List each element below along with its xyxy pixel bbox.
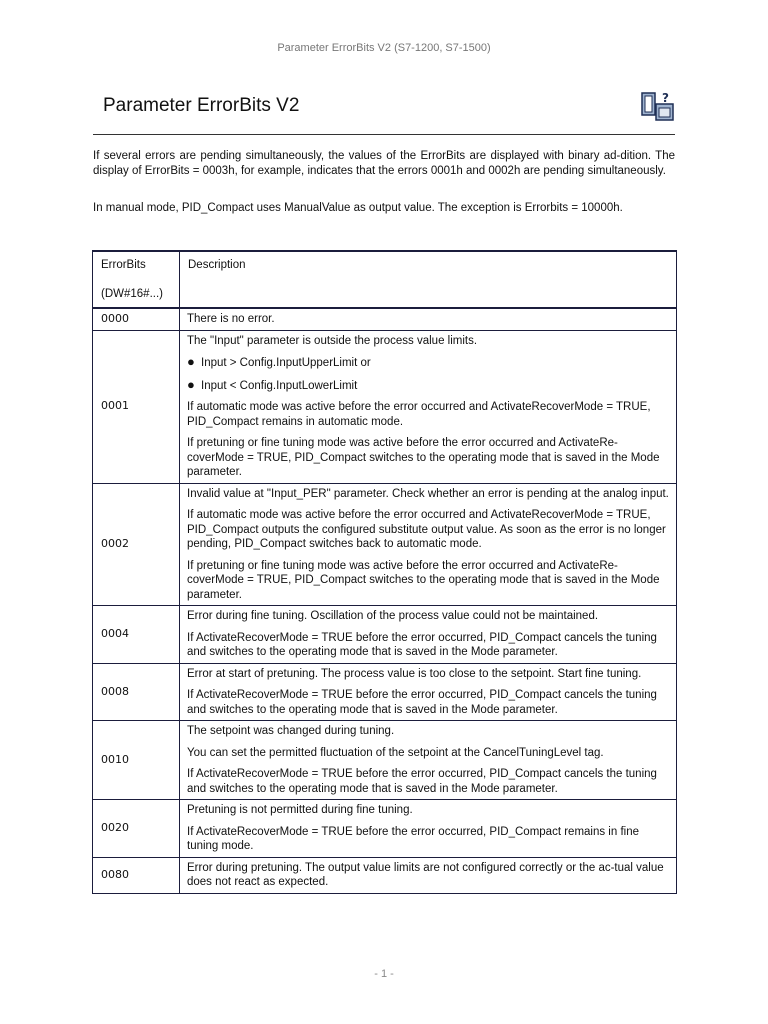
bullet-icon: ●	[187, 354, 195, 369]
running-header: Parameter ErrorBits V2 (S7-1200, S7-1500)	[277, 42, 491, 54]
description-text: If automatic mode was active before the error occurred and ActivateRecoverMode = TRUE, PID_Compact remains in automatic mode.	[187, 401, 651, 428]
title-divider	[93, 134, 675, 135]
svg-text:?: ?	[662, 91, 669, 105]
page-number: - 1 -	[374, 968, 394, 980]
description-text: The setpoint was changed during tuning.	[187, 725, 395, 737]
error-description	[180, 483, 677, 606]
error-description	[180, 606, 677, 664]
table-row	[93, 483, 677, 606]
bullet-text: Input < Config.InputLowerLimit	[201, 379, 358, 392]
errorbits-table	[92, 250, 677, 894]
description-text: If pretuning or fine tuning mode was active before the error occurred and ActivateRe-coverMode = TRUE, PID_Compact switches to the operating mode that is saved in the Mode parameter.	[187, 437, 660, 478]
help-book-icon	[641, 90, 675, 122]
column-header-errorbits-label: ErrorBits	[101, 259, 146, 271]
table-row	[93, 800, 677, 858]
intro-paragraph-2: In manual mode, PID_Compact uses ManualValue as output value. The exception is Errorbits = 10000h.	[93, 202, 623, 214]
description-text: The "Input" parameter is outside the process value limits.	[187, 334, 478, 347]
description-text: Invalid value at "Input_PER" parameter. Check whether an error is pending at the analog input.	[187, 487, 669, 500]
error-code: 0004	[93, 606, 180, 664]
table-row	[93, 330, 677, 483]
bullet-icon: ●	[187, 376, 195, 392]
table-row	[93, 663, 677, 721]
error-code: 0020	[93, 800, 180, 858]
error-description	[180, 330, 677, 483]
table-row	[93, 606, 677, 664]
table-header-row	[93, 251, 677, 308]
bullet-item	[187, 355, 671, 371]
error-description	[180, 721, 677, 800]
column-header-description: Description	[180, 251, 677, 308]
error-code: 0001	[93, 330, 180, 483]
description-text: If ActivateRecoverMode = TRUE before the error occurred, PID_Compact cancels the tuning and switches to the operating mode that is saved in the Mode parameter.	[187, 689, 657, 716]
error-description	[180, 857, 677, 893]
description-text: If automatic mode was active before the error occurred and ActivateRecoverMode = TRUE, PID_Compact outputs the configured substitute output value. As soon as the error is no longer pending, PID_Compact switches back to automatic mode.	[187, 509, 666, 550]
description-text: If pretuning or fine tuning mode was active before the error occurred and ActivateRe-coverMode = TRUE, PID_Compact switches to the operating mode that is saved in the Mode parameter.	[187, 559, 660, 601]
intro-paragraph-1: If several errors are pending simultaneously, the values of the ErrorBits are displayed with binary ad-dition. The display of ErrorBits = 0003h, for example, indicates that the errors 0001h and 0002h are pending simultaneously.	[93, 150, 675, 177]
error-code: 0008	[93, 663, 180, 721]
column-header-errorbits	[93, 251, 180, 308]
description-text: Pretuning is not permitted during fine tuning.	[187, 804, 413, 816]
description-text: Error at start of pretuning. The process value is too close to the setpoint. Start fine tuning.	[187, 667, 642, 680]
description-text: Error during fine tuning. Oscillation of the process value could not be maintained.	[187, 610, 599, 622]
error-description	[180, 663, 677, 721]
table-row	[93, 857, 677, 893]
bullet-item	[187, 378, 671, 394]
description-text: If ActivateRecoverMode = TRUE before the error occurred, PID_Compact remains in fine tuning mode.	[187, 825, 639, 852]
error-code: 0010	[93, 721, 180, 800]
description-text: If ActivateRecoverMode = TRUE before the error occurred, PID_Compact cancels the tuning and switches to the operating mode that is saved in the Mode parameter.	[187, 768, 657, 795]
description-text: You can set the permitted fluctuation of the setpoint at the CancelTuningLevel tag.	[187, 746, 604, 759]
description-text: If ActivateRecoverMode = TRUE before the error occurred, PID_Compact cancels the tuning and switches to the operating mode that is saved in the Mode parameter.	[187, 631, 657, 658]
description-text: There is no error.	[187, 313, 275, 325]
error-code: 0080	[93, 857, 180, 893]
error-code: 0000	[93, 308, 180, 330]
page-title: Parameter ErrorBits V2	[103, 95, 300, 116]
table-row	[93, 308, 677, 330]
bullet-text: Input > Config.InputUpperLimit or	[201, 357, 371, 369]
table-row	[93, 721, 677, 800]
error-description	[180, 800, 677, 858]
column-header-errorbits-unit: (DW#16#...)	[101, 287, 163, 300]
error-description	[180, 308, 677, 330]
error-code: 0002	[93, 483, 180, 606]
description-text: Error during pretuning. The output value limits are not configured correctly or the ac-tual value does not react as expected.	[187, 861, 664, 888]
